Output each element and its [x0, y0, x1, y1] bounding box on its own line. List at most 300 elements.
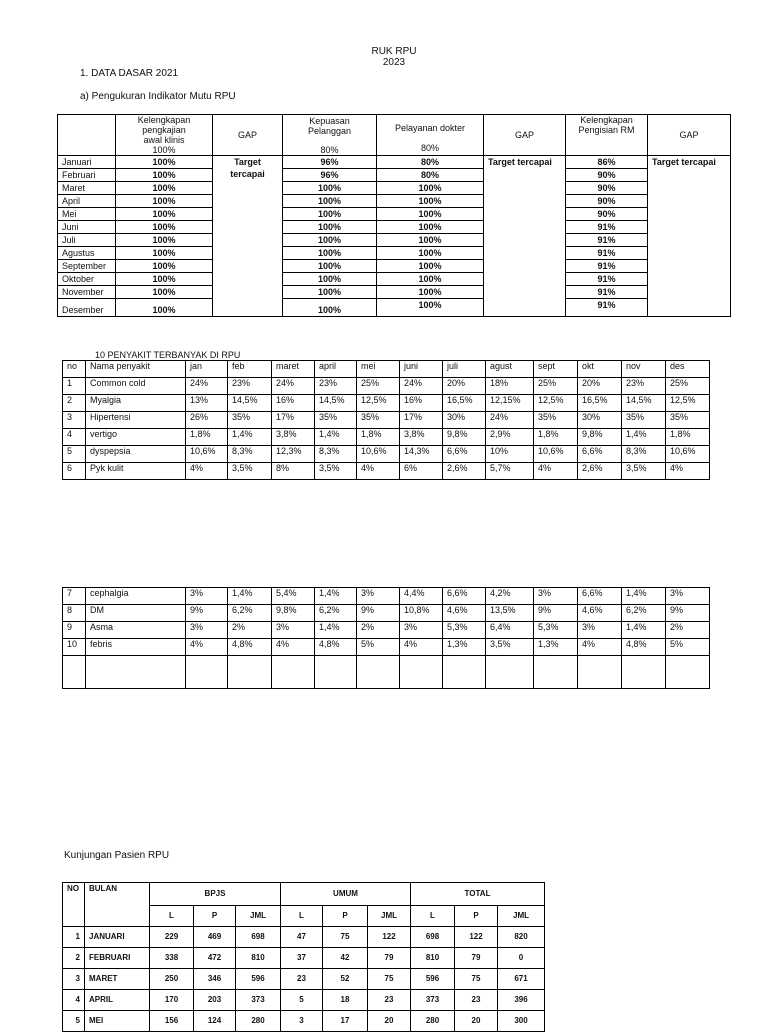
penyakit-table-part1 [62, 360, 710, 480]
table-cell: 9 [63, 622, 86, 639]
table-cell: 30% [578, 412, 622, 429]
header-empty [58, 115, 116, 156]
table-cell: 7 [63, 588, 86, 605]
month-cell: April [58, 195, 116, 208]
table-cell: 469 [194, 927, 236, 948]
table-cell: 3,5% [622, 463, 666, 480]
rm-cell: 90% [566, 169, 648, 182]
column-header: sept [534, 361, 578, 378]
column-header: agust [486, 361, 534, 378]
subheader-cell: P [323, 906, 368, 927]
table-cell: 4% [534, 463, 578, 480]
empty-cell [622, 656, 666, 689]
kelengkapan-cell: 100% [116, 195, 213, 208]
pelayanan-cell: 100% [377, 234, 484, 247]
kepuasan-cell: 100% [283, 286, 377, 299]
table-cell: 2% [666, 622, 710, 639]
pelayanan-cell: 100% [377, 260, 484, 273]
disease-name-cell: Hipertensi [86, 412, 186, 429]
rm-cell: 91% [566, 260, 648, 273]
table-cell: 4% [186, 463, 228, 480]
doc-title: RUK RPU [371, 46, 417, 57]
table-cell: 2,6% [443, 463, 486, 480]
empty-cell [63, 656, 86, 689]
table-cell: 2% [228, 622, 272, 639]
table-cell: 35% [622, 412, 666, 429]
table-cell: 4 [63, 429, 86, 446]
pelayanan-cell: 100% [377, 286, 484, 299]
table-cell: 18 [323, 990, 368, 1011]
subheader-cell: P [194, 906, 236, 927]
table-cell: 5 [63, 446, 86, 463]
column-header: juni [400, 361, 443, 378]
table-row [58, 221, 731, 234]
column-header: jan [186, 361, 228, 378]
table-cell: 25% [534, 378, 578, 395]
table-cell: 1,3% [534, 639, 578, 656]
table-cell: 12,5% [666, 395, 710, 412]
table-cell: 9,8% [443, 429, 486, 446]
table-row [63, 429, 710, 446]
table-cell: 1,4% [622, 622, 666, 639]
rm-cell: 91% [566, 299, 648, 317]
pelayanan-cell: 100% [377, 247, 484, 260]
table-cell: 8,3% [622, 446, 666, 463]
table-cell: 0 [498, 948, 545, 969]
table-cell: 3 [281, 1011, 323, 1032]
table-cell: 6,2% [622, 605, 666, 622]
kepuasan-cell: 100% [283, 182, 377, 195]
table-cell: 75 [368, 969, 411, 990]
kepuasan-cell: 100% [283, 234, 377, 247]
column-header: april [315, 361, 357, 378]
table-cell: 2,9% [486, 429, 534, 446]
table-cell: 23 [455, 990, 498, 1011]
table-cell: 13% [186, 395, 228, 412]
doc-year: 2023 [382, 57, 406, 68]
table-row [63, 969, 545, 990]
month-cell: September [58, 260, 116, 273]
kunjungan-title: Kunjungan Pasien RPU [64, 850, 170, 861]
table-cell: 8,3% [315, 446, 357, 463]
header-pelayanan-label: Pelayanan dokter [394, 123, 466, 133]
table-cell: 229 [150, 927, 194, 948]
table-row [63, 378, 710, 395]
table-cell: 3% [272, 622, 315, 639]
pelayanan-cell: 100% [377, 195, 484, 208]
header-bulan: BULAN [85, 883, 150, 927]
table-cell: 1,4% [622, 429, 666, 446]
header-kepuasan [283, 115, 377, 156]
table-cell: 6% [400, 463, 443, 480]
table-row [63, 622, 710, 639]
table-cell: 4,8% [622, 639, 666, 656]
kelengkapan-cell: 100% [116, 221, 213, 234]
table-cell: 14,5% [228, 395, 272, 412]
rm-cell: 91% [566, 286, 648, 299]
pelayanan-cell: 80% [377, 169, 484, 182]
table-cell: 596 [411, 969, 455, 990]
table-cell: 16,5% [578, 395, 622, 412]
column-header: okt [578, 361, 622, 378]
empty-cell [578, 656, 622, 689]
table-row [63, 395, 710, 412]
table-cell: 20 [368, 1011, 411, 1032]
table-cell: 9% [534, 605, 578, 622]
table-cell: 8 [63, 605, 86, 622]
pelayanan-cell: 100% [377, 221, 484, 234]
table-cell: 13,5% [486, 605, 534, 622]
penyakit-table-part2 [62, 587, 710, 689]
table-row [58, 182, 731, 195]
table-cell: 5,3% [443, 622, 486, 639]
table-row [63, 639, 710, 656]
table-cell: 5% [666, 639, 710, 656]
table-cell: 8% [272, 463, 315, 480]
table-cell: 3% [186, 588, 228, 605]
table-cell: 79 [455, 948, 498, 969]
table-cell: 4,6% [443, 605, 486, 622]
table-cell: 23% [622, 378, 666, 395]
table-cell: 10 [63, 639, 86, 656]
header-bpjs: BPJS [150, 883, 281, 906]
table-row [58, 195, 731, 208]
table-cell: 1,4% [228, 588, 272, 605]
table-cell: 6,6% [578, 446, 622, 463]
table-row [63, 948, 545, 969]
table-cell: 1,4% [315, 588, 357, 605]
table-cell: 156 [150, 1011, 194, 1032]
month-cell: Maret [58, 182, 116, 195]
table-cell: 37 [281, 948, 323, 969]
table-row [63, 605, 710, 622]
table-cell: 1,4% [315, 622, 357, 639]
rm-cell: 91% [566, 273, 648, 286]
table-cell: 30% [443, 412, 486, 429]
disease-name-cell: dyspepsia [86, 446, 186, 463]
table-cell: 12,5% [357, 395, 400, 412]
table-cell: 5% [357, 639, 400, 656]
column-header: nov [622, 361, 666, 378]
subheader-cell: JML [236, 906, 281, 927]
subheader-cell: L [281, 906, 323, 927]
column-header: feb [228, 361, 272, 378]
table-cell: 1,4% [622, 588, 666, 605]
table-cell: 3 [63, 969, 85, 990]
table-cell: 9% [357, 605, 400, 622]
table-cell: 24% [272, 378, 315, 395]
table-cell: 2% [357, 622, 400, 639]
gap-text: Target tercapai [230, 157, 265, 179]
kepuasan-cell: 100% [283, 221, 377, 234]
month-cell: MARET [85, 969, 150, 990]
table-row [58, 286, 731, 299]
header-pelayanan-target: 80% [420, 143, 439, 153]
disease-name-cell: cephalgia [86, 588, 186, 605]
table-cell: 9% [666, 605, 710, 622]
table-cell: 6,2% [228, 605, 272, 622]
table-cell: 35% [534, 412, 578, 429]
table-cell: 35% [666, 412, 710, 429]
kepuasan-cell: 100% [283, 208, 377, 221]
table-cell: 3,8% [272, 429, 315, 446]
empty-cell [486, 656, 534, 689]
month-cell: Desember [58, 299, 116, 317]
table-header-row [63, 361, 710, 378]
table-row [63, 927, 545, 948]
header-pelayanan [377, 115, 484, 156]
table-cell: 9,8% [272, 605, 315, 622]
table-cell: 47 [281, 927, 323, 948]
month-cell: MEI [85, 1011, 150, 1032]
header-gap: GAP [213, 115, 283, 156]
table-cell: 10,6% [186, 446, 228, 463]
rm-cell: 90% [566, 208, 648, 221]
table-cell: 373 [411, 990, 455, 1011]
empty-cell [86, 656, 186, 689]
rm-cell: 91% [566, 234, 648, 247]
column-header: no [63, 361, 86, 378]
kelengkapan-cell: 100% [116, 260, 213, 273]
header-total: TOTAL [411, 883, 545, 906]
table-cell: 75 [323, 927, 368, 948]
kepuasan-cell: 100% [283, 247, 377, 260]
rm-cell: 90% [566, 195, 648, 208]
header-rm-label: Kelengkapan Pengisian RM [578, 115, 635, 135]
table-cell: 6,6% [443, 588, 486, 605]
table-cell: 20% [443, 378, 486, 395]
table-cell: 6 [63, 463, 86, 480]
table-cell: 4 [63, 990, 85, 1011]
empty-cell [272, 656, 315, 689]
table-cell: 4,2% [486, 588, 534, 605]
penyakit-title: 10 PENYAKIT TERBANYAK DI RPU [95, 350, 241, 360]
table-cell: 24% [400, 378, 443, 395]
table-cell: 23% [228, 378, 272, 395]
table-cell: 122 [455, 927, 498, 948]
table-cell: 12,5% [534, 395, 578, 412]
empty-cell [443, 656, 486, 689]
section-a-heading: a) Pengukuran Indikator Mutu RPU [80, 91, 236, 102]
month-cell: Juli [58, 234, 116, 247]
table-cell: 4,6% [578, 605, 622, 622]
table-cell: 24% [186, 378, 228, 395]
table-cell: 17 [323, 1011, 368, 1032]
empty-cell [357, 656, 400, 689]
kelengkapan-cell: 100% [116, 299, 213, 317]
kunjungan-table [62, 882, 545, 1032]
table-cell: 35% [357, 412, 400, 429]
pelayanan-cell: 100% [377, 273, 484, 286]
table-cell: 1,8% [186, 429, 228, 446]
table-cell: 810 [411, 948, 455, 969]
table-cell: 75 [455, 969, 498, 990]
table-cell: 396 [498, 990, 545, 1011]
table-cell: 8,3% [228, 446, 272, 463]
month-cell: Januari [58, 156, 116, 169]
table-cell: 1 [63, 378, 86, 395]
table-cell: 170 [150, 990, 194, 1011]
empty-row [63, 656, 710, 689]
empty-cell [666, 656, 710, 689]
table-cell: 35% [315, 412, 357, 429]
table-row [63, 1011, 545, 1032]
empty-cell [315, 656, 357, 689]
kepuasan-cell: 96% [283, 169, 377, 182]
table-cell: 6,2% [315, 605, 357, 622]
table-cell: 23 [368, 990, 411, 1011]
table-cell: 820 [498, 927, 545, 948]
kepuasan-cell: 100% [283, 195, 377, 208]
table-cell: 1,4% [315, 429, 357, 446]
header-gap: GAP [484, 115, 566, 156]
table-cell: 4,4% [400, 588, 443, 605]
table-row [63, 446, 710, 463]
column-header: juli [443, 361, 486, 378]
table-row [63, 588, 710, 605]
table-cell: 698 [411, 927, 455, 948]
table-cell: 23% [315, 378, 357, 395]
month-cell: FEBRUARI [85, 948, 150, 969]
table-cell: 4% [272, 639, 315, 656]
table-row [58, 156, 731, 169]
header-kelengkapan-target: 100% [152, 145, 176, 155]
table-cell: 280 [236, 1011, 281, 1032]
table-cell: 9% [186, 605, 228, 622]
empty-cell [186, 656, 228, 689]
table-cell: 3% [578, 622, 622, 639]
table-cell: 12,3% [272, 446, 315, 463]
subheader-cell: L [150, 906, 194, 927]
table-cell: 5 [281, 990, 323, 1011]
rm-cell: 91% [566, 221, 648, 234]
column-header: maret [272, 361, 315, 378]
kepuasan-cell: 100% [283, 273, 377, 286]
table-cell: 16% [272, 395, 315, 412]
header-kepuasan-target: 80% [320, 144, 339, 155]
rm-cell: 86% [566, 156, 648, 169]
table-cell: 3% [357, 588, 400, 605]
table-cell: 1,4% [228, 429, 272, 446]
month-cell: Oktober [58, 273, 116, 286]
column-header: des [666, 361, 710, 378]
disease-name-cell: Myalgia [86, 395, 186, 412]
column-header: Nama penyakit [86, 361, 186, 378]
table-row [58, 260, 731, 273]
table-cell: 1,8% [666, 429, 710, 446]
table-cell: 12,15% [486, 395, 534, 412]
header-no: NO [63, 883, 85, 927]
table-cell: 300 [498, 1011, 545, 1032]
table-cell: 698 [236, 927, 281, 948]
table-cell: 14,5% [622, 395, 666, 412]
table-cell: 10,6% [666, 446, 710, 463]
table-cell: 596 [236, 969, 281, 990]
column-header: mei [357, 361, 400, 378]
table-cell: 18% [486, 378, 534, 395]
header-umum: UMUM [281, 883, 411, 906]
subheader-cell: L [411, 906, 455, 927]
table-cell: 338 [150, 948, 194, 969]
table-cell: 10% [486, 446, 534, 463]
table-cell: 5,4% [272, 588, 315, 605]
table-cell: 3% [534, 588, 578, 605]
kelengkapan-cell: 100% [116, 208, 213, 221]
table-cell: 23 [281, 969, 323, 990]
table-cell: 280 [411, 1011, 455, 1032]
disease-name-cell: Asma [86, 622, 186, 639]
pelayanan-cell: 100% [377, 299, 484, 317]
table-cell: 35% [228, 412, 272, 429]
table-cell: 3% [186, 622, 228, 639]
table-cell: 373 [236, 990, 281, 1011]
table-cell: 4% [400, 639, 443, 656]
table-cell: 24% [486, 412, 534, 429]
table-cell: 1 [63, 927, 85, 948]
kelengkapan-cell: 100% [116, 247, 213, 260]
table-cell: 6,6% [443, 446, 486, 463]
kelengkapan-cell: 100% [116, 169, 213, 182]
table-cell: 2 [63, 395, 86, 412]
empty-cell [534, 656, 578, 689]
table-cell: 4% [186, 639, 228, 656]
header-rm [566, 115, 648, 156]
table-cell: 4% [578, 639, 622, 656]
pelayanan-cell: 80% [377, 156, 484, 169]
table-cell: 4,8% [315, 639, 357, 656]
table-cell: 17% [400, 412, 443, 429]
table-cell: 3,5% [315, 463, 357, 480]
empty-cell [400, 656, 443, 689]
subheader-cell: JML [498, 906, 545, 927]
header-kelengkapan [116, 115, 213, 156]
gap-cell: Target tercapai [484, 156, 566, 317]
kepuasan-cell: 96% [283, 156, 377, 169]
table-cell: 346 [194, 969, 236, 990]
table-row [58, 247, 731, 260]
disease-name-cell: Pyk kulit [86, 463, 186, 480]
table-cell: 250 [150, 969, 194, 990]
table-cell: 25% [666, 378, 710, 395]
table-row [63, 412, 710, 429]
gap-cell: Target tercapai [648, 156, 731, 317]
mutu-table [57, 114, 731, 317]
table-cell: 2 [63, 948, 85, 969]
table-cell: 810 [236, 948, 281, 969]
month-cell: November [58, 286, 116, 299]
pelayanan-cell: 100% [377, 208, 484, 221]
kepuasan-cell: 100% [283, 260, 377, 273]
table-cell: 5 [63, 1011, 85, 1032]
table-cell: 14,5% [315, 395, 357, 412]
table-cell: 6,6% [578, 588, 622, 605]
table-cell: 6,4% [486, 622, 534, 639]
table-cell: 16,5% [443, 395, 486, 412]
kelengkapan-cell: 100% [116, 273, 213, 286]
table-cell: 16% [400, 395, 443, 412]
table-row [58, 299, 731, 317]
kelengkapan-cell: 100% [116, 234, 213, 247]
table-cell: 20% [578, 378, 622, 395]
table-cell: 122 [368, 927, 411, 948]
table-cell: 2,6% [578, 463, 622, 480]
subheader-cell: JML [368, 906, 411, 927]
table-cell: 25% [357, 378, 400, 395]
table-cell: 10,6% [357, 446, 400, 463]
table-header-row [63, 883, 545, 906]
table-cell: 52 [323, 969, 368, 990]
pelayanan-cell: 100% [377, 182, 484, 195]
